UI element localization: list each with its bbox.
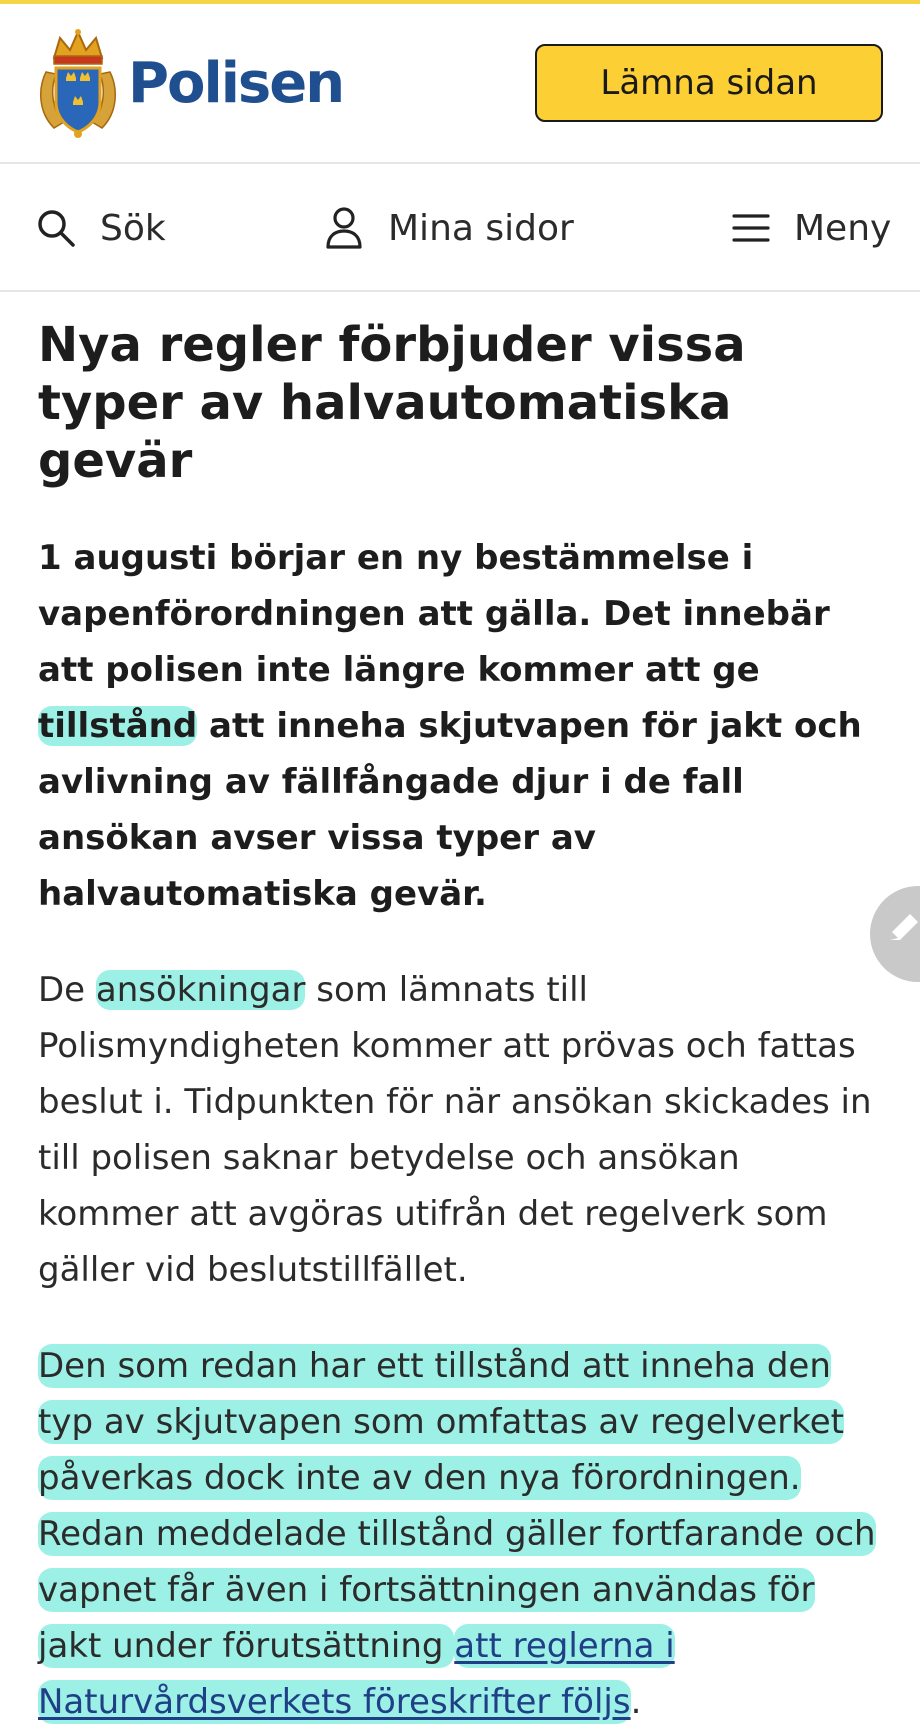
paragraph-applications: [38, 962, 888, 1298]
lead-text-start: 1 augusti börjar en ny bestämmelse i vapenförordningen att gälla. Det innebär att polisen inte längre kommer att ge: [38, 538, 830, 690]
leave-page-button[interactable]: Lämna sidan: [535, 44, 883, 122]
article-lead: [38, 530, 888, 922]
paragraph-existing-permits: [38, 1338, 888, 1730]
user-icon: [324, 206, 364, 250]
menu-nav-item[interactable]: [732, 204, 891, 252]
search-icon: [36, 208, 76, 248]
menu-label: Meny: [794, 207, 892, 249]
p3-highlight: Den som redan har ett tillstånd att inneha den typ av skjutvapen som omfattas av regelverket påverkas dock inte av den nya förordningen. Redan meddelade tillstånd gäller fortfarande och vapnet får även i fortsättningen användas för jakt under förutsättning: [38, 1346, 876, 1666]
p3-text-end: .: [630, 1682, 642, 1722]
brand-wordmark[interactable]: Polisen: [128, 51, 344, 116]
nav-divider: [0, 290, 920, 292]
nav-bar: [0, 164, 920, 290]
p2-text-start: De: [38, 970, 96, 1010]
my-pages-label: Mina sidor: [388, 207, 574, 249]
article: [38, 316, 888, 1730]
page-title: Nya regler förbjuder vissa typer av halvautomatiska gevär: [38, 317, 746, 489]
my-pages-nav-item[interactable]: [324, 204, 574, 252]
pencil-icon: [884, 908, 920, 948]
p2-highlight: ansökningar: [95, 970, 306, 1010]
search-label: Sök: [100, 207, 166, 249]
search-nav-item[interactable]: [36, 204, 166, 252]
site-header: [0, 4, 920, 162]
police-crest-icon[interactable]: [36, 28, 120, 140]
lead-highlight: tillstånd: [38, 706, 198, 746]
naturvardsverket-link[interactable]: att reglerna i Naturvårdsverkets föreskrifter följs: [38, 1626, 675, 1722]
hamburger-menu-icon: [732, 212, 770, 244]
lead-text-end: att inneha skjutvapen för jakt och avlivning av fällfångade djur i de fall ansökan avser vissa typer av halvautomatiska gevär.: [38, 706, 862, 914]
p2-text-end: som lämnats till Polismyndigheten kommer att prövas och fattas beslut i. Tidpunkten för när ansökan skickades in till polisen saknar betydelse och ansökan kommer att avgöras utifrån det regelverk som gäller vid beslutstillfället.: [38, 970, 872, 1290]
